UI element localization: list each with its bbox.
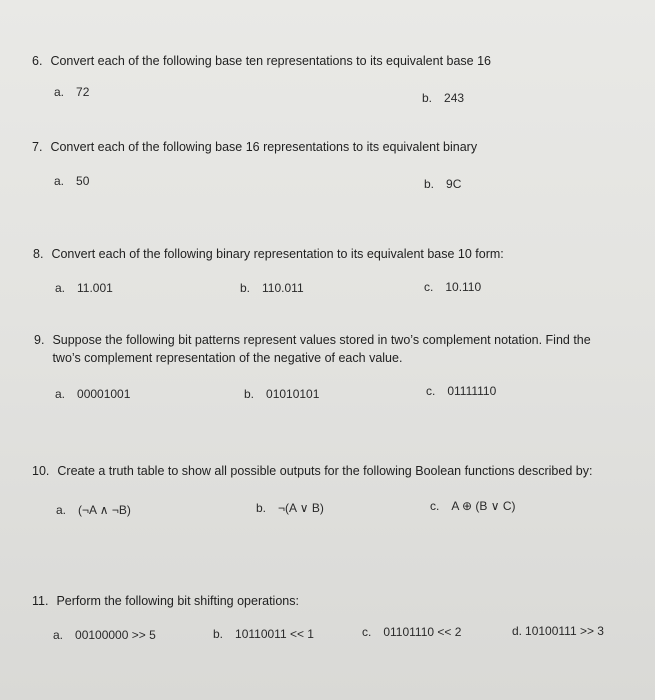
option-value: 00001001 — [77, 387, 131, 401]
option-value: 10100111 >> 3 — [525, 624, 604, 638]
question-number: 8. — [33, 247, 44, 261]
option-label: a. — [54, 85, 65, 99]
q10-option-b — [256, 501, 324, 515]
question-10 — [32, 462, 592, 480]
q11-option-b — [213, 627, 314, 641]
q11-option-c — [362, 625, 461, 639]
question-number: 7. — [32, 140, 43, 154]
question-7 — [32, 138, 477, 156]
option-label: a. — [55, 387, 66, 401]
q9-option-b — [244, 387, 319, 401]
option-label: a. — [55, 281, 66, 295]
q11-option-d — [512, 624, 604, 638]
q8-option-a — [55, 281, 113, 295]
q7-option-a — [54, 174, 89, 188]
question-number: 11. — [32, 594, 49, 608]
option-label: a. — [54, 174, 65, 188]
q6-option-a — [54, 85, 89, 99]
question-9 — [34, 331, 594, 367]
question-11 — [32, 592, 299, 610]
q6-option-b — [422, 91, 464, 105]
option-value: 110.011 — [262, 281, 304, 295]
q8-option-b — [240, 281, 304, 295]
question-prompt: Perform the following bit shifting operations: — [56, 594, 299, 608]
option-label: b. — [213, 627, 224, 641]
q9-option-c — [426, 384, 496, 398]
question-prompt: Convert each of the following binary representation to its equivalent base 10 form: — [51, 247, 504, 261]
q10-option-a — [56, 503, 131, 517]
option-label: c. — [430, 499, 440, 513]
option-value: 9C — [446, 177, 462, 191]
option-value: 243 — [444, 91, 465, 105]
option-value: 01111110 — [447, 384, 497, 398]
option-label: b. — [256, 501, 267, 515]
option-label: b. — [422, 91, 433, 105]
option-value: ¬(A ∨ B) — [278, 501, 324, 515]
question-prompt: Convert each of the following base ten representations to its equivalent base 16 — [50, 54, 491, 68]
q11-option-a — [53, 628, 156, 642]
question-number: 6. — [32, 54, 43, 68]
option-value: 01010101 — [266, 387, 320, 401]
option-value: (¬A ∧ ¬B) — [78, 503, 131, 517]
option-label: b. — [424, 177, 435, 191]
option-label: b. — [240, 281, 251, 295]
option-label: d. — [512, 624, 523, 638]
option-value: 00100000 >> 5 — [75, 628, 156, 642]
option-value: A ⊕ (B ∨ C) — [451, 499, 516, 513]
option-label: c. — [362, 625, 372, 639]
option-label: b. — [244, 387, 255, 401]
option-label: a. — [56, 503, 67, 517]
question-8 — [33, 245, 504, 263]
question-prompt: Convert each of the following base 16 representations to its equivalent binary — [50, 140, 478, 154]
option-value: 01101110 << 2 — [383, 625, 462, 639]
question-prompt: Create a truth table to show all possible outputs for the following Boolean functions described by: — [57, 464, 593, 478]
q10-option-c — [430, 499, 516, 513]
option-value: 10.110 — [445, 280, 482, 294]
question-number: 10. — [32, 464, 50, 478]
option-label: a. — [53, 628, 64, 642]
question-prompt: Suppose the following bit patterns represent values stored in two’s complement notation. Find the two’s complement representation of the negative of each value. — [52, 333, 591, 365]
q7-option-b — [424, 177, 461, 191]
q9-option-a — [55, 387, 130, 401]
option-value: 11.001 — [77, 281, 113, 295]
option-label: c. — [424, 280, 434, 294]
option-value: 72 — [76, 85, 90, 99]
question-number: 9. — [34, 333, 45, 347]
option-value: 10110011 << 1 — [235, 627, 314, 641]
question-6 — [32, 52, 491, 70]
option-label: c. — [426, 384, 436, 398]
option-value: 50 — [76, 174, 90, 188]
q8-option-c — [424, 280, 481, 294]
